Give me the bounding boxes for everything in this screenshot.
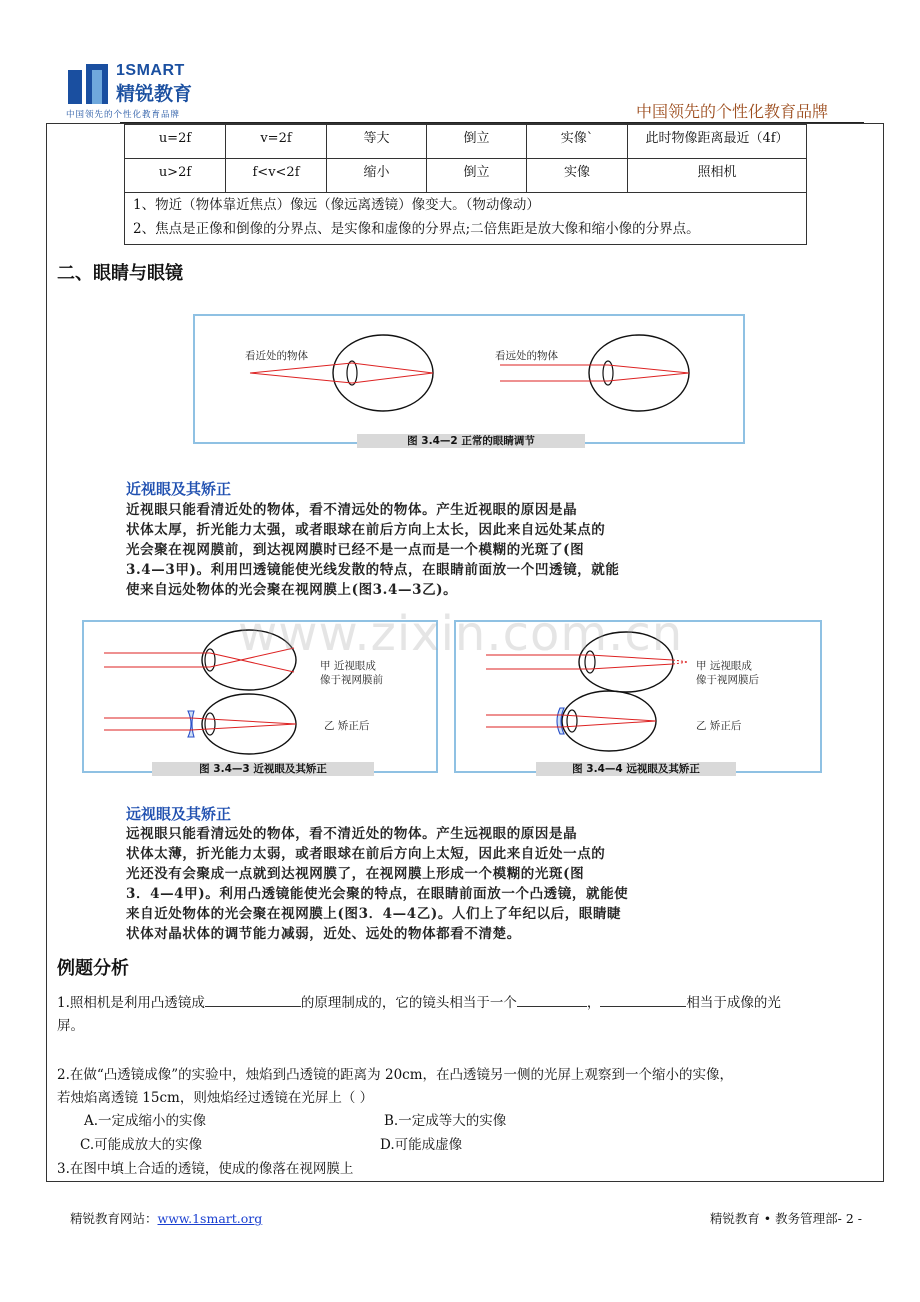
note-line: 2、焦点是正像和倒像的分界点、是实像和虚像的分界点;二倍焦距是放大像和缩小像的分界点。 [133,221,700,237]
section-title-eyes: 二、眼睛与眼镜 [57,263,183,284]
para-line: 近视眼只能看清近处的物体，看不清远处的物体。产生近视眼的原因是晶 [126,502,578,518]
label-hyperopia-a2: 像于视网膜后 [696,674,759,686]
myopia-title: 近视眼及其矫正 [126,480,232,498]
table-cell: 照相机 [628,159,807,193]
para-line: 来自近处物体的光会聚在视网膜上(图3．4—4乙)。人们上了年纪以后，眼睛睫 [126,906,622,922]
table-cell: 此时物像距离最近（4f） [628,125,807,159]
label-myopia-a2: 像于视网膜前 [320,674,383,686]
q2-option-a[interactable]: A.一定成缩小的实像 [84,1113,207,1129]
question-3: 3.在图中填上合适的透镜，使成的像落在视网膜上 [57,1161,354,1177]
table-notes [124,193,807,245]
footer-website-link[interactable]: www.1smart.org [157,1211,263,1226]
q2-line-2: 若烛焰离透镜 15cm，则烛焰经过透镜在光屏上（ ） [57,1090,374,1106]
hyperopia-title: 远视眼及其矫正 [126,805,232,823]
table-cell: u=2f [125,125,226,159]
q2-line-1: 2.在做“凸透镜成像”的实验中，烛焰到凸透镜的距离为 20cm，在凸透镜另一侧的光屏上观察到一个缩小的实像， [57,1067,734,1083]
table-cell: 倒立 [427,159,527,193]
answer-blank[interactable] [517,992,587,1007]
q1-text-e: 屏。 [57,1018,84,1034]
note-line: 1、物近（物体靠近焦点）像远（像远离透镜）像变大。（物动像动） [133,197,540,213]
para-line: 远视眼只能看清远处的物体，看不清近处的物体。产生远视眼的原因是晶 [126,826,578,842]
myopia-paragraph [126,500,826,600]
examples-title: 例题分析 [57,958,129,979]
table-cell: 倒立 [427,125,527,159]
watermark: www.zixin.com.cn [238,606,684,662]
label-far-object: 看远处的物体 [495,350,558,362]
table-row [125,125,807,159]
answer-blank[interactable] [205,992,301,1007]
brand-logo [66,62,211,118]
figure-caption: 图 3.4—3 近视眼及其矫正 [152,762,374,776]
logo-en-text: 1SMART [116,62,185,79]
para-line: 光会聚在视网膜前，到达视网膜时已经不是一点而是一个模糊的光斑了(图 [126,542,585,558]
q2-option-b[interactable]: B.一定成等大的实像 [384,1113,507,1129]
table-cell: 实像` [527,125,628,159]
answer-blank[interactable] [600,992,686,1007]
para-line: 使来自远处物体的光会聚在视网膜上(图3.4—3乙)。 [126,582,458,598]
label-near-object: 看近处的物体 [245,350,308,362]
logo-one-icon [66,64,112,106]
table-cell: 等大 [327,125,427,159]
table-cell: v=2f [226,125,327,159]
table-cell: 实像 [527,159,628,193]
q1-text-b: 的原理制成的，它的镜头相当于一个 [300,995,517,1011]
label-hyperopia-a1: 甲 远视眼成 [696,660,752,672]
footer-right: 精锐教育 • 教务管理部- 2 - [709,1211,862,1226]
normal-eye-drawing [195,316,743,442]
q2-option-c[interactable]: C.可能成放大的实像 [80,1137,203,1153]
label-myopia-b: 乙 矫正后 [324,720,370,732]
para-line: 3.4—3甲)。利用凹透镜能使光线发散的特点，在眼睛前面放一个凹透镜，就能 [126,562,620,578]
footer-left [70,1209,262,1227]
q2-option-d[interactable]: D.可能成虚像 [380,1137,463,1153]
para-line: 状体太厚，折光能力太强，或者眼球在前后方向上太长，因此来自远处某点的 [126,522,606,538]
para-line: 光还没有会聚成一点就到达视网膜了，在视网膜上形成一个模糊的光斑(图 [126,866,585,882]
lens-image-table [124,124,807,193]
footer-label: 精锐教育网站： [70,1211,158,1226]
figure-caption: 图 3.4—4 远视眼及其矫正 [536,762,736,776]
label-myopia-a1: 甲 近视眼成 [320,660,376,672]
figure-normal-eye [193,314,745,447]
para-line: 状体太薄，折光能力太弱，或者眼球在前后方向上太短，因此来自近处一点的 [126,846,606,862]
label-hyperopia-b: 乙 矫正后 [696,720,742,732]
q1-text-d: 相当于成像的光 [686,995,781,1011]
para-line: 状体对晶状体的调节能力减弱，近处、远处的物体都看不清楚。 [126,926,521,942]
figure-caption: 图 3.4—2 正常的眼睛调节 [357,434,585,448]
q1-text-c: ， [586,995,601,1011]
q1-text-a: 1.照相机是利用凸透镜成 [57,995,205,1011]
logo-cn-text: 精锐教育 [116,83,193,105]
table-cell: 缩小 [327,159,427,193]
question-1 [57,992,879,1014]
table-cell: u>2f [125,159,226,193]
header-slogan: 中国领先的个性化教育品牌 [635,102,828,121]
hyperopia-paragraph [126,824,826,944]
table-cell: f<v<2f [226,159,327,193]
logo-sub-text: 中国领先的个性化教育品牌 [66,110,181,120]
para-line: 3．4—4甲)。利用凸透镜能使光会聚的特点，在眼睛前面放一个凸透镜，就能使 [126,886,629,902]
table-row [125,159,807,193]
